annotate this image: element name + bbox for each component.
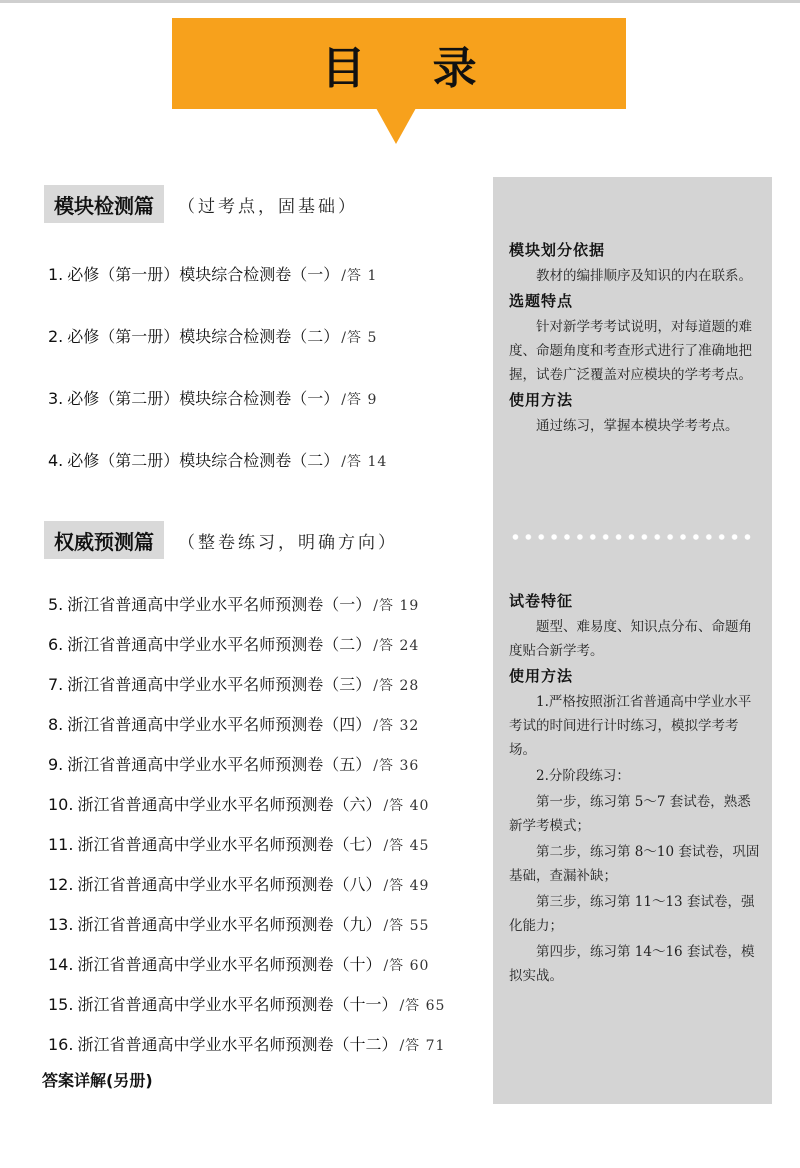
toc-entry[interactable]: [48, 448, 387, 471]
toc-entry-text: 必修（第一册）模块综合检测卷（一）: [67, 265, 340, 284]
side-paragraph: 2.分阶段练习：: [536, 768, 630, 784]
toc-entry[interactable]: [48, 952, 429, 975]
toc-entry[interactable]: [48, 832, 429, 855]
side-heading: 使用方法: [509, 391, 574, 409]
toc-entry-num: 11.: [48, 835, 74, 854]
section-header-prediction: [44, 521, 398, 559]
side-paragraph: 第一步，练习第 5～7 套试卷，熟悉新学考模式；: [509, 794, 751, 834]
toc-entry[interactable]: [48, 712, 419, 735]
toc-entry-num: 1.: [48, 265, 64, 284]
toc-entry-text: 浙江省普通高中学业水平名师预测卷（十一）: [77, 995, 398, 1014]
section-subtitle: （整卷练习，明确方向）: [178, 532, 398, 553]
toc-entry[interactable]: [48, 792, 429, 815]
toc-entry-ans: /答 28: [373, 678, 420, 694]
toc-entry-text: 浙江省普通高中学业水平名师预测卷（十二）: [77, 1035, 398, 1054]
toc-entry-text: 必修（第一册）模块综合检测卷（二）: [67, 327, 340, 346]
toc-entry-ans: /答 9: [341, 392, 378, 408]
toc-entry-text: 浙江省普通高中学业水平名师预测卷（十）: [77, 955, 382, 974]
toc-entry[interactable]: [48, 1032, 445, 1055]
toc-entry-text: 必修（第二册）模块综合检测卷（一）: [67, 389, 340, 408]
toc-entry[interactable]: [48, 752, 419, 775]
toc-entry-ans: /答 71: [399, 1038, 446, 1054]
side-block-prediction: [509, 590, 761, 990]
toc-entry-text: 浙江省普通高中学业水平名师预测卷（六）: [77, 795, 382, 814]
toc-entry[interactable]: [48, 262, 377, 285]
section-subtitle: （过考点，固基础）: [178, 196, 358, 217]
title-banner: [172, 18, 626, 109]
toc-entry-ans: /答 19: [373, 598, 420, 614]
toc-entry-num: 16.: [48, 1035, 74, 1054]
toc-entry-num: 13.: [48, 915, 74, 934]
toc-entry-ans: /答 14: [341, 454, 388, 470]
toc-entry[interactable]: [48, 632, 419, 655]
toc-entry-text: 浙江省普通高中学业水平名师预测卷（八）: [77, 875, 382, 894]
side-block-module: [509, 239, 761, 440]
toc-entry-text: 浙江省普通高中学业水平名师预测卷（四）: [67, 715, 372, 734]
toc-entry-ans: /答 24: [373, 638, 420, 654]
side-paragraph: 教材的编排顺序及知识的内在联系。: [536, 268, 752, 284]
toc-entry-ans: /答 60: [383, 958, 430, 974]
toc-entry-num: 4.: [48, 451, 64, 470]
title-arrow: [376, 108, 416, 144]
toc-entry-text: 浙江省普通高中学业水平名师预测卷（九）: [77, 915, 382, 934]
toc-entry[interactable]: [48, 324, 377, 347]
dotted-divider: [509, 533, 757, 541]
side-paragraph: 题型、难易度、知识点分布、命题角度贴合新学考。: [509, 619, 752, 659]
toc-entry-num: 5.: [48, 595, 64, 614]
side-heading: 选题特点: [509, 292, 574, 310]
side-paragraph: 针对新学考考试说明，对每道题的难度、命题角度和考查形式进行了准确地把握，试卷广泛覆盖对应模块的学考考点。: [509, 319, 752, 383]
side-heading: 使用方法: [509, 667, 574, 685]
toc-entry-text: 必修（第二册）模块综合检测卷（二）: [67, 451, 340, 470]
toc-entry-ans: /答 36: [373, 758, 420, 774]
toc-entry-text: 浙江省普通高中学业水平名师预测卷（三）: [67, 675, 372, 694]
section-title: 模块检测篇: [44, 185, 164, 223]
toc-entry-num: 14.: [48, 955, 74, 974]
toc-entry-num: 12.: [48, 875, 74, 894]
toc-entry-text: 浙江省普通高中学业水平名师预测卷（五）: [67, 755, 372, 774]
toc-entry-ans: /答 55: [383, 918, 430, 934]
toc-entry-num: 2.: [48, 327, 64, 346]
toc-entry-ans: /答 32: [373, 718, 420, 734]
top-divider: [0, 0, 800, 3]
toc-entry-text: 浙江省普通高中学业水平名师预测卷（一）: [67, 595, 372, 614]
toc-entry[interactable]: [48, 872, 429, 895]
side-paragraph: 第二步，练习第 8～10 套试卷，巩固基础，查漏补缺；: [509, 844, 760, 884]
toc-entry-ans: /答 5: [341, 330, 378, 346]
toc-entry[interactable]: [48, 386, 377, 409]
side-heading: 试卷特征: [509, 592, 574, 610]
toc-entry-num: 15.: [48, 995, 74, 1014]
toc-entry-ans: /答 1: [341, 268, 378, 284]
section-header-module: [44, 185, 358, 223]
toc-entry-num: 9.: [48, 755, 64, 774]
side-paragraph: 第三步，练习第 11～13 套试卷，强化能力；: [509, 894, 755, 934]
side-paragraph: 通过练习，掌握本模块学考考点。: [536, 418, 739, 434]
toc-entry[interactable]: [48, 912, 429, 935]
toc-entry-num: 3.: [48, 389, 64, 408]
toc-entry-text: 浙江省普通高中学业水平名师预测卷（七）: [77, 835, 382, 854]
toc-entry-ans: /答 45: [383, 838, 430, 854]
section-title: 权威预测篇: [44, 521, 164, 559]
toc-entry-ans: /答 40: [383, 798, 430, 814]
toc-entry-ans: /答 49: [383, 878, 430, 894]
toc-entry-num: 10.: [48, 795, 74, 814]
toc-entry[interactable]: [48, 992, 445, 1015]
side-paragraph: 第四步，练习第 14～16 套试卷，模拟实战。: [509, 944, 755, 984]
toc-entry-num: 7.: [48, 675, 64, 694]
page-title: 目 录: [321, 42, 503, 94]
toc-entry-num: 8.: [48, 715, 64, 734]
side-panel: [493, 177, 772, 1104]
side-heading: 模块划分依据: [509, 241, 606, 259]
toc-entry[interactable]: [48, 672, 419, 695]
toc-entry-text: 浙江省普通高中学业水平名师预测卷（二）: [67, 635, 372, 654]
toc-entry-num: 6.: [48, 635, 64, 654]
answers-note: 答案详解(另册): [42, 1071, 153, 1090]
side-paragraph: 1.严格按照浙江省普通高中学业水平考试的时间进行计时练习，模拟学考考场。: [509, 694, 752, 758]
toc-entry-ans: /答 65: [399, 998, 446, 1014]
toc-entry[interactable]: [48, 592, 419, 615]
